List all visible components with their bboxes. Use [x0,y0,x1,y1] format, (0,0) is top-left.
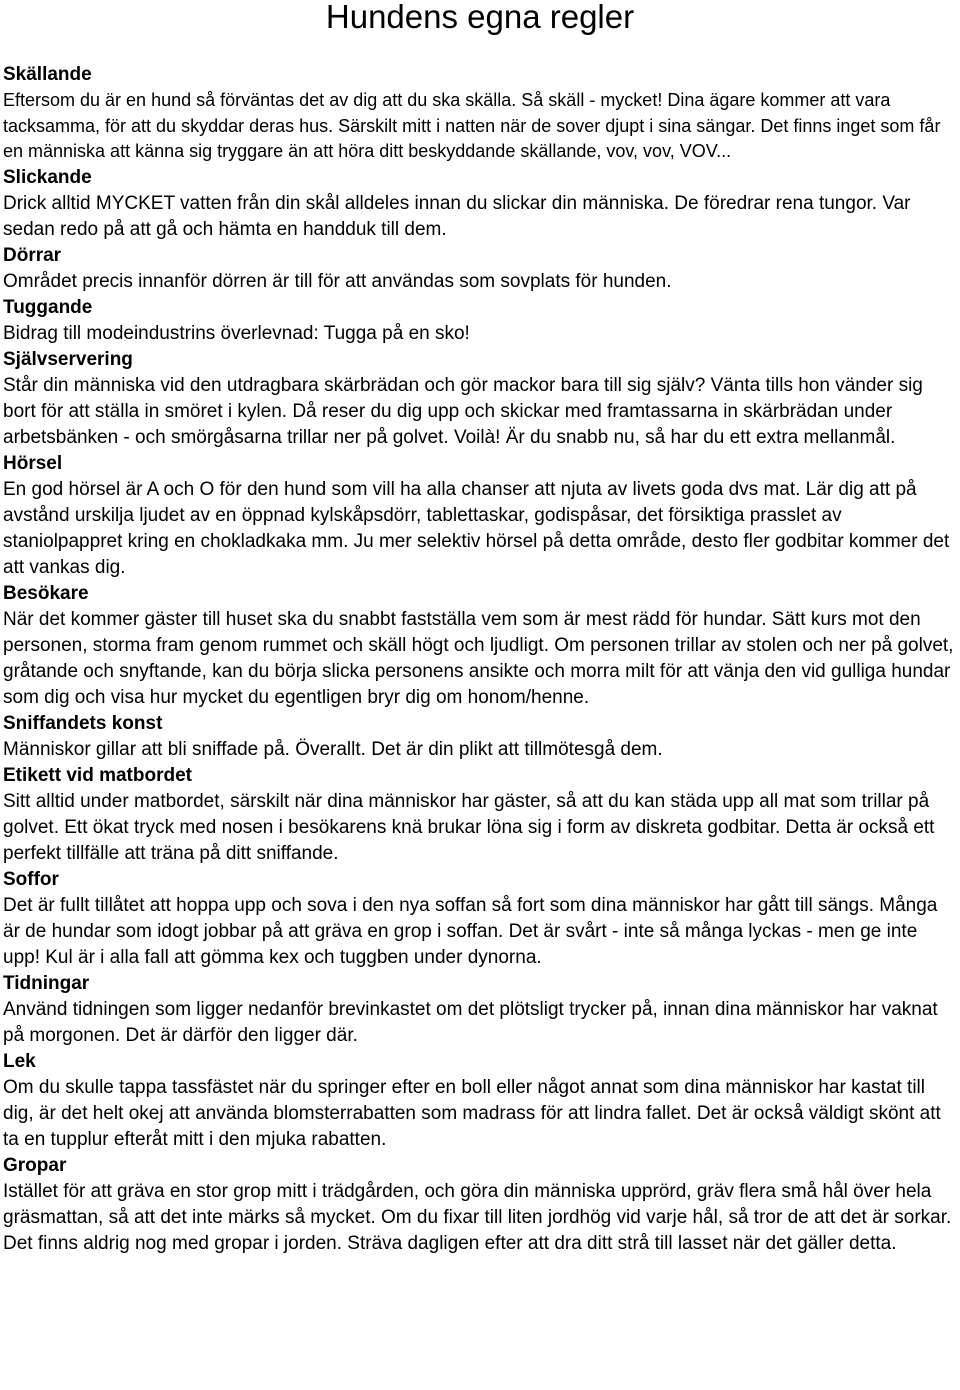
section-text: Drick alltid MYCKET vatten från din skål alldeles innan du slickar din människa. De föredrar rena tungor. Var sedan redo på att gå och hämta en handduk till dem. [3,192,911,240]
section-text: Sitt alltid under matbordet, särskilt när dina människor har gäster, så att du kan städa upp all mat som trillar på golvet. Ett ökat tryck med nosen i besökarens knä brukar löna sig i form av diskreta godbitar. Detta är också ett perfekt tillfälle att träna på ditt sniffande. [3,790,935,864]
section-skallande [3,62,957,165]
section-text: En god hörsel är A och O för den hund som vill ha alla chanser att njuta av livets goda dvs mat. Lär dig att på avstånd urskilja ljudet av en öppnad kylskåpsdörr, tablettaskar, godispåsar, det försiktiga prasslet av staniolpappret kring en chokladkaka mm. Ju mer selektiv hörsel på detta område, desto fler godbitar kommer det att vankas dig. [3,478,950,578]
section-gropar [3,1153,957,1257]
section-tidningar [3,971,957,1049]
section-sjalvservering [3,347,957,451]
section-heading: Lek [3,1050,36,1072]
section-text: Använd tidningen som ligger nedanför brevinkastet om det plötsligt trycker på, innan dina människor har vaknat på morgonen. Det är därför den ligger där. [3,998,938,1046]
section-text: Eftersom du är en hund så förväntas det av dig att du ska skälla. Så skäll - mycket! Dina ägare kommer att vara tacksamma, för att du skyddar deras hus. Särskilt mitt i natten när de sover djupt i sina sängar. Det finns inget som får en människa att känna sig tryggare än att höra ditt beskyddande skällande, vov, vov, VOV... [3,90,941,161]
section-text: Istället för att gräva en stor grop mitt i trädgården, och göra din människa upprörd, gräv flera små hål över hela gräsmattan, så att det inte märks så mycket. Om du fixar till liten jordhög vid varje hål, så tror de att det är sorkar. Det finns aldrig nog med gropar i jorden. Sträva dagligen efter att dra ditt strå till lasset när det gäller detta. [3,1180,952,1254]
section-heading: Hörsel [3,452,63,474]
section-heading: Självservering [3,348,133,370]
section-heading: Tuggande [3,296,93,318]
section-text: Om du skulle tappa tassfästet när du springer efter en boll eller något annat som dina människor har kastat till dig, är det helt okej att använda blomsterrabatten som madrass för att lindra fallet. Det är också väldigt skönt att ta en tupplur efteråt mitt i den mjuka rabatten. [3,1076,941,1150]
section-heading: Slickande [3,166,92,188]
section-slickande [3,165,957,243]
section-heading: Gropar [3,1154,67,1176]
section-heading: Sniffandets konst [3,712,163,734]
section-heading: Etikett vid matbordet [3,764,192,786]
section-horsel [3,451,957,581]
page-title: Hundens egna regler [325,0,635,35]
section-heading: Tidningar [3,972,90,994]
section-heading: Skällande [3,64,92,85]
section-tuggande [3,295,957,347]
document-page [3,0,957,1257]
section-heading: Dörrar [3,244,62,266]
section-text: Människor gillar att bli sniffade på. Överallt. Det är din plikt att tillmötesgå dem. [3,738,663,760]
section-heading: Soffor [3,868,59,890]
section-text: Området precis innanför dörren är till för att användas som sovplats för hunden. [3,270,672,292]
section-etikett-vid-matbordet [3,763,957,867]
section-besokare [3,581,957,711]
section-heading: Besökare [3,582,89,604]
section-dorrar [3,243,957,295]
section-lek [3,1049,957,1153]
section-text: Står din människa vid den utdragbara skärbrädan och gör mackor bara till sig själv? Vänta tills hon vänder sig bort för att ställa in smöret i kylen. Då reser du dig upp och skickar med framtassarna in skärbrädan under arbetsbänken - och smörgåsarna trillar ner på golvet. Voilà! Är du snabb nu, så har du ett extra mellanmål. [3,374,923,448]
section-soffor [3,867,957,971]
section-text: När det kommer gäster till huset ska du snabbt fastställa vem som är mest rädd för hundar. Sätt kurs mot den personen, storma fram genom rummet och skäll högt och ljudligt. Om personen trillar av stolen och ner på golvet, gråtande och snyftande, kan du börja slicka personens ansikte och morra milt för att vänja den vid gulliga hundar som dig och visa hur mycket du egentligen bryr dig om honom/henne. [3,608,954,708]
section-text: Det är fullt tillåtet att hoppa upp och sova i den nya soffan så fort som dina människor har gått till sängs. Många är de hundar som idogt jobbar på att gräva en grop i soffan. Det är svårt - inte så många lyckas - men ge inte upp! Kul är i alla fall att gömma kex och tuggben under dynorna. [3,894,938,968]
section-text: Bidrag till modeindustrins överlevnad: Tugga på en sko! [3,322,470,344]
section-sniffandets-konst [3,711,957,763]
